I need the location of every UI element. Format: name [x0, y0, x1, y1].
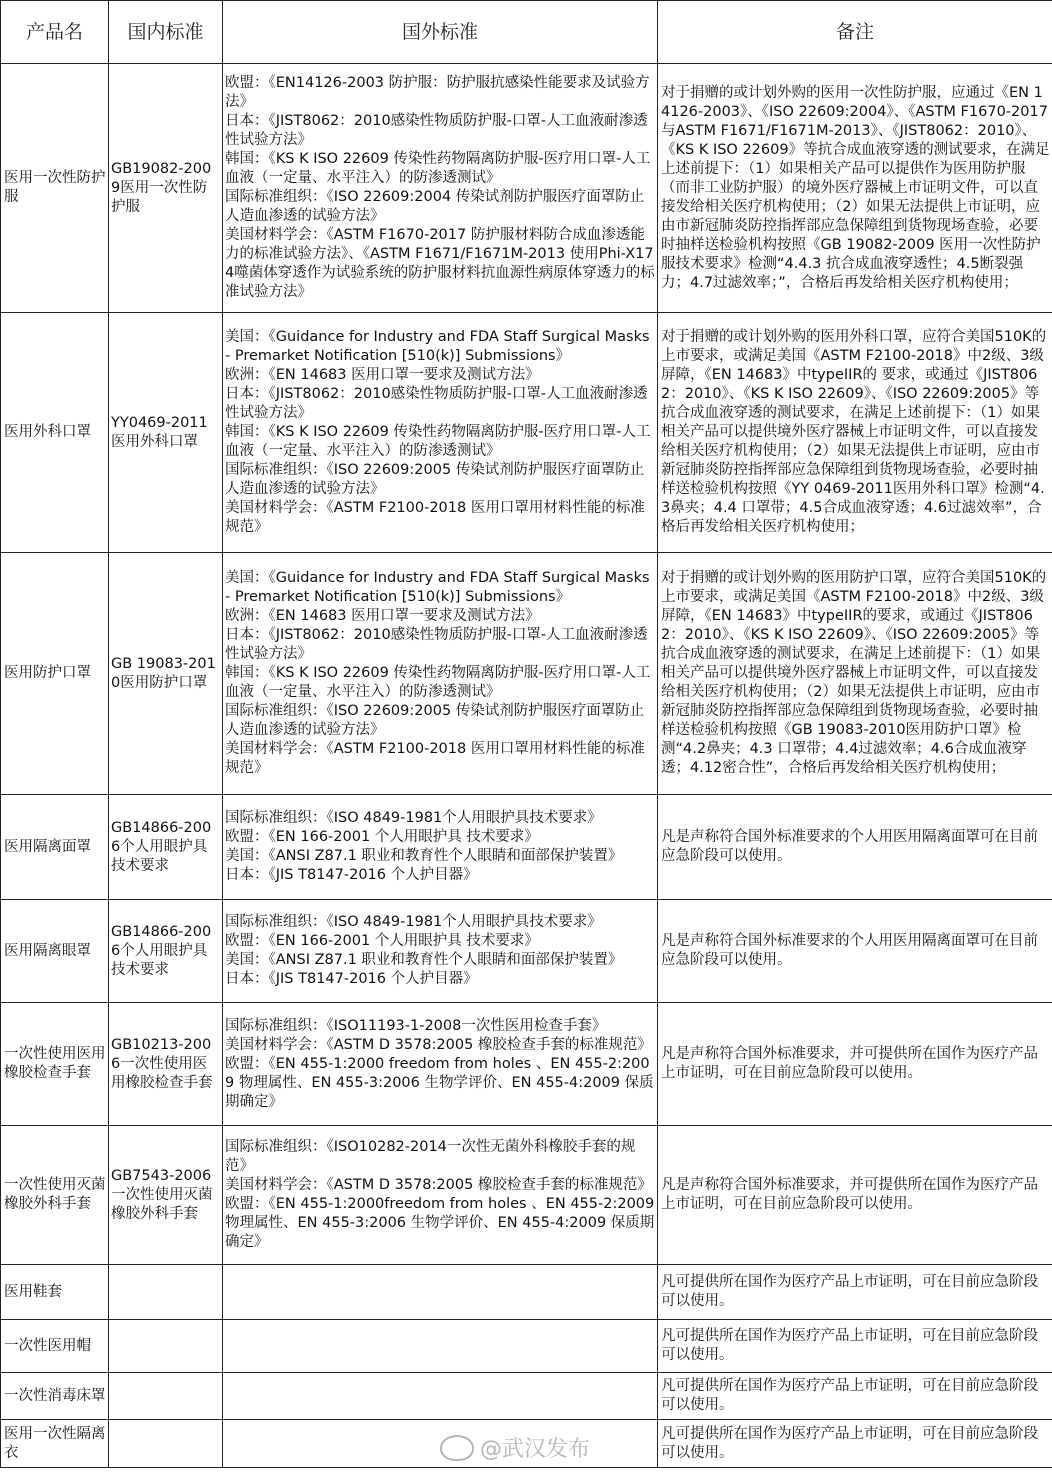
foreign-standard-item: 日本：《JIS T8147-2016 个人护目器》	[225, 867, 478, 883]
foreign-standard-item: 欧盟：《EN 166-2001 个人用眼护具 技术要求》	[225, 829, 539, 845]
domestic-standard-cell	[109, 1420, 223, 1468]
foreign-standards-cell	[223, 900, 658, 1003]
foreign-standards-cell	[223, 64, 658, 313]
domestic-standard-cell	[109, 1320, 223, 1373]
remark-cell: 凡可提供所在国作为医疗产品上市证明，可在目前应急阶段可以使用。	[658, 1265, 1052, 1320]
foreign-standards-cell	[223, 1003, 658, 1126]
table-row	[1, 1003, 1052, 1126]
foreign-standard-item: 欧盟：《EN 166-2001 个人用眼护具 技术要求》	[225, 933, 539, 949]
foreign-standards-cell	[223, 1320, 658, 1373]
table-row	[1, 1373, 1052, 1420]
foreign-standard-item: 韩国：《KS K ISO 22609 传染性药物隔离防护服-医疗用口罩-人工血液（一定量、水平注入）的防渗透测试》	[225, 424, 651, 459]
domestic-standard-cell: GB7543-2006一次性使用灭菌橡胶外科手套	[109, 1126, 223, 1265]
domestic-standard-cell: GB14866-2006个人用眼护具技术要求	[109, 795, 223, 900]
domestic-standard-cell: GB10213-2006一次性使用医用橡胶检查手套	[109, 1003, 223, 1126]
product-name-cell: 医用外科口罩	[1, 313, 109, 553]
remark-cell: 对于捐赠的或计划外购的医用外科口罩，应符合美国510K的上市要求，或满足美国《ASTM F2100-2018》中2级、3级屏障，《EN 14683》中typeIIR的 要求，或通过《JIST8062：2010》、《KS K ISO 22609》、《ISO 22609:2005》等抗合成血液穿透的测试要求，在满足上述前提下：（1）如果相关产品可以提供境外医疗器械上市证明文件，可以直接发给相关医疗机构使用；（2）如果无法提供上市证明，应由市新冠肺炎防控指挥部应急保障组到货物现场查验，必要时抽样送检验机构按照《YY 0469-2011医用外科口罩》检测“4.3鼻夹；4.4 口罩带；4.5合成血液穿透；4.6过滤效率”，合格后再发给相关医疗机构使用；	[658, 313, 1052, 553]
foreign-standards-cell	[223, 1265, 658, 1320]
watermark	[440, 1432, 590, 1463]
header-product: 产品名	[1, 1, 109, 64]
foreign-standard-item: 日本：《JIST8062：2010感染性物质防护服-口罩-人工血液耐渗透性试验方法》	[225, 627, 648, 662]
foreign-standard-item: 韩国：《KS K ISO 22609 传染性药物隔离防护服-医疗用口罩-人工血液（一定量、水平注入）的防渗透测试》	[225, 665, 651, 700]
domestic-standard-cell	[109, 1373, 223, 1420]
foreign-standard-item: 美国材料学会：《ASTM F2100-2018 医用口罩用材料性能的标准规范》	[225, 500, 645, 535]
table-row	[1, 553, 1052, 795]
foreign-standard-item: 国际标准组织：《ISO 22609:2004 传染试剂防护服医疗面罩防止人造血渗透的试验方法》	[225, 189, 645, 224]
foreign-standard-item: 美国材料学会：《ASTM F2100-2018 医用口罩用材料性能的标准规范》	[225, 741, 645, 776]
product-name-cell: 医用防护口罩	[1, 553, 109, 795]
remark-cell: 对于捐赠的或计划外购的医用一次性防护服，应通过《EN 14126-2003》、《ISO 22609:2004》、《ASTM F1670-2017与ASTM F1671/F1671M-2013》、《JIST8062：2010》、《KS K ISO 22609》等抗合成血液穿透的测试要求，在满足上述前提下：（1）如果相关产品可以提供作为医用防护服（而非工业防护服）的境外医疗器械上市证明文件，可以直接发给相关医疗机构使用；（2）如果无法提供上市证明，应由市新冠肺炎防控指挥部应急保障组到货物现场查验，必要时抽样送检验机构按照《GB 19082-2009 医用一次性防护服技术要求》检测“4.4.3 抗合成血液穿透性；4.5断裂强力；4.7过滤效率；”，合格后再发给相关医疗机构使用；	[658, 64, 1052, 313]
foreign-standard-item: 美国：《Guidance for Industry and FDA Staff Surgical Masks - Premarket Notification [510(k)] Submissions》	[225, 329, 650, 364]
foreign-standard-item: 美国材料学会：《ASTM D 3578:2005 橡胶检查手套的标准规范》	[225, 1177, 652, 1193]
remark-cell: 凡是声称符合国外标准要求的个人用医用隔离面罩可在目前应急阶段可以使用。	[658, 900, 1052, 1003]
product-name-cell: 一次性医用帽	[1, 1320, 109, 1373]
remark-cell: 凡可提供所在国作为医疗产品上市证明，可在目前应急阶段可以使用。	[658, 1320, 1052, 1373]
watermark-text: @武汉发布	[480, 1437, 591, 1462]
domestic-standard-cell: GB14866-2006个人用眼护具技术要求	[109, 900, 223, 1003]
table-row	[1, 795, 1052, 900]
product-name-cell: 一次性使用医用橡胶检查手套	[1, 1003, 109, 1126]
foreign-standard-item: 国际标准组织：《ISO 22609:2005 传染试剂防护服医疗面罩防止人造血渗透的试验方法》	[225, 462, 645, 497]
domestic-standard-cell: GB 19083-2010医用防护口罩	[109, 553, 223, 795]
foreign-standard-item: 欧盟：《EN 455-1:2000freedom from holes 、EN 455-2:2009 物理属性、EN 455-3:2006 生物学评价、EN 455-4:2009 保质期确定》	[225, 1196, 655, 1250]
foreign-standard-item: 美国：《ANSI Z87.1 职业和教育性个人眼睛和面部保护装置》	[225, 952, 623, 968]
foreign-standard-item: 欧洲：《EN 14683 医用口罩一要求及测试方法》	[225, 367, 540, 383]
weibo-logo-icon	[440, 1435, 474, 1461]
remark-cell: 凡可提供所在国作为医疗产品上市证明，可在目前应急阶段可以使用。	[658, 1373, 1052, 1420]
header-row	[1, 1, 1052, 64]
table-row	[1, 1126, 1052, 1265]
foreign-standard-item: 国际标准组织：《ISO 4849-1981个人用眼护具技术要求》	[225, 914, 602, 930]
foreign-standard-item: 日本：《JIST8062：2010感染性物质防护服-口罩-人工血液耐渗透性试验方法》	[225, 113, 648, 148]
foreign-standard-item: 韩国：《KS K ISO 22609 传染性药物隔离防护服-医疗用口罩-人工血液（一定量、水平注入）的防渗透测试》	[225, 151, 651, 186]
header-domestic: 国内标准	[109, 1, 223, 64]
remark-cell: 对于捐赠的或计划外购的医用防护口罩，应符合美国510K的上市要求，或满足美国《ASTM F2100-2018》中2级、3级屏障，《EN 14683》中typeIIR的要求，或通过《JIST8062：2010》、《KS K ISO 22609》、《ISO 22609:2005》等抗合成血液穿透的测试要求，在满足上述前提下：（1）如果相关产品可以提供境外医疗器械上市证明文件，可以直接发给相关医疗机构使用；（2）如果无法提供上市证明，应由市新冠肺炎防控指挥部应急保障组到货物现场查验，必要时抽样送检验机构按照《GB 19083-2010医用防护口罩》检测“4.2鼻夹；4.3 口罩带；4.4过滤效率；4.6合成血液穿透；4.12密合性”，合格后再发给相关医疗机构使用；	[658, 553, 1052, 795]
table-row	[1, 313, 1052, 553]
product-name-cell: 一次性使用灭菌橡胶外科手套	[1, 1126, 109, 1265]
foreign-standard-item: 国际标准组织：《ISO 22609:2005 传染试剂防护服医疗面罩防止人造血渗透的试验方法》	[225, 703, 645, 738]
product-name-cell: 医用隔离眼罩	[1, 900, 109, 1003]
domestic-standard-cell	[109, 1265, 223, 1320]
foreign-standard-item: 美国材料学会：《ASTM D 3578:2005 橡胶检查手套的标准规范》	[225, 1036, 652, 1053]
foreign-standard-item: 欧洲：《EN 14683 医用口罩一要求及测试方法》	[225, 608, 540, 624]
product-name-cell: 一次性消毒床罩	[1, 1373, 109, 1420]
remark-cell: 凡可提供所在国作为医疗产品上市证明，可在目前应急阶段可以使用。	[658, 1420, 1052, 1468]
foreign-standard-item: 国际标准组织：《ISO11193-1-2008一次性医用检查手套》	[225, 1017, 607, 1034]
foreign-standards-cell	[223, 1373, 658, 1420]
foreign-standards-cell	[223, 553, 658, 795]
remark-cell: 凡是声称符合国外标准要求，并可提供所在国作为医疗产品上市证明，可在目前应急阶段可以使用。	[658, 1126, 1052, 1265]
foreign-standard-item: 国际标准组织：《ISO 4849-1981个人用眼护具技术要求》	[225, 810, 602, 826]
domestic-standard-cell: GB19082-2009医用一次性防护服	[109, 64, 223, 313]
foreign-standard-item: 国际标准组织：《ISO10282-2014一次性无菌外科橡胶手套的规范》	[225, 1139, 636, 1174]
foreign-standard-item: 美国：《ANSI Z87.1 职业和教育性个人眼睛和面部保护装置》	[225, 848, 623, 864]
foreign-standard-item: 欧盟：《EN 455-1:2000 freedom from holes 、EN 455-2:2009 物理属性、EN 455-3:2006 生物学评价、EN 455-4:2009 保质期确定》	[225, 1055, 654, 1110]
product-name-cell: 医用鞋套	[1, 1265, 109, 1320]
product-name-cell: 医用隔离面罩	[1, 795, 109, 900]
foreign-standard-item: 欧盟：《EN14126-2003 防护服：防护服抗感染性能要求及试验方法》	[225, 75, 650, 110]
foreign-standard-item: 美国：《Guidance for Industry and FDA Staff Surgical Masks - Premarket Notification [510(k)] Submissions》	[225, 570, 650, 605]
foreign-standards-cell	[223, 313, 658, 553]
foreign-standards-cell	[223, 795, 658, 900]
domestic-standard-cell: YY0469-2011医用外科口罩	[109, 313, 223, 553]
table-row	[1, 1320, 1052, 1373]
foreign-standards-cell	[223, 1126, 658, 1265]
table-body	[1, 64, 1052, 1468]
table-row	[1, 900, 1052, 1003]
product-name-cell: 医用一次性隔离衣	[1, 1420, 109, 1468]
header-foreign: 国外标准	[223, 1, 658, 64]
remark-cell: 凡是声称符合国外标准要求，并可提供所在国作为医疗产品上市证明，可在目前应急阶段可以使用。	[658, 1003, 1052, 1126]
table-row	[1, 1265, 1052, 1320]
foreign-standard-item: 日本：《JIST8062：2010感染性物质防护服-口罩-人工血液耐渗透性试验方法》	[225, 386, 648, 421]
foreign-standard-item: 美国材料学会：《ASTM F1670-2017 防护服材料防合成血渗透能力的标准试验方法》、《ASTM F1671/F1671M-2013 使用Phi-X174噬菌体穿透作为试验系统的防护服材料抗血源性病原体穿透力的标准试验方法》	[225, 227, 655, 300]
remark-cell: 凡是声称符合国外标准要求的个人用医用隔离面罩可在目前应急阶段可以使用。	[658, 795, 1052, 900]
product-name-cell: 医用一次性防护服	[1, 64, 109, 313]
table-row	[1, 64, 1052, 313]
foreign-standard-item: 日本：《JIS T8147-2016 个人护目器》	[225, 971, 478, 987]
header-remark: 备注	[658, 1, 1052, 64]
